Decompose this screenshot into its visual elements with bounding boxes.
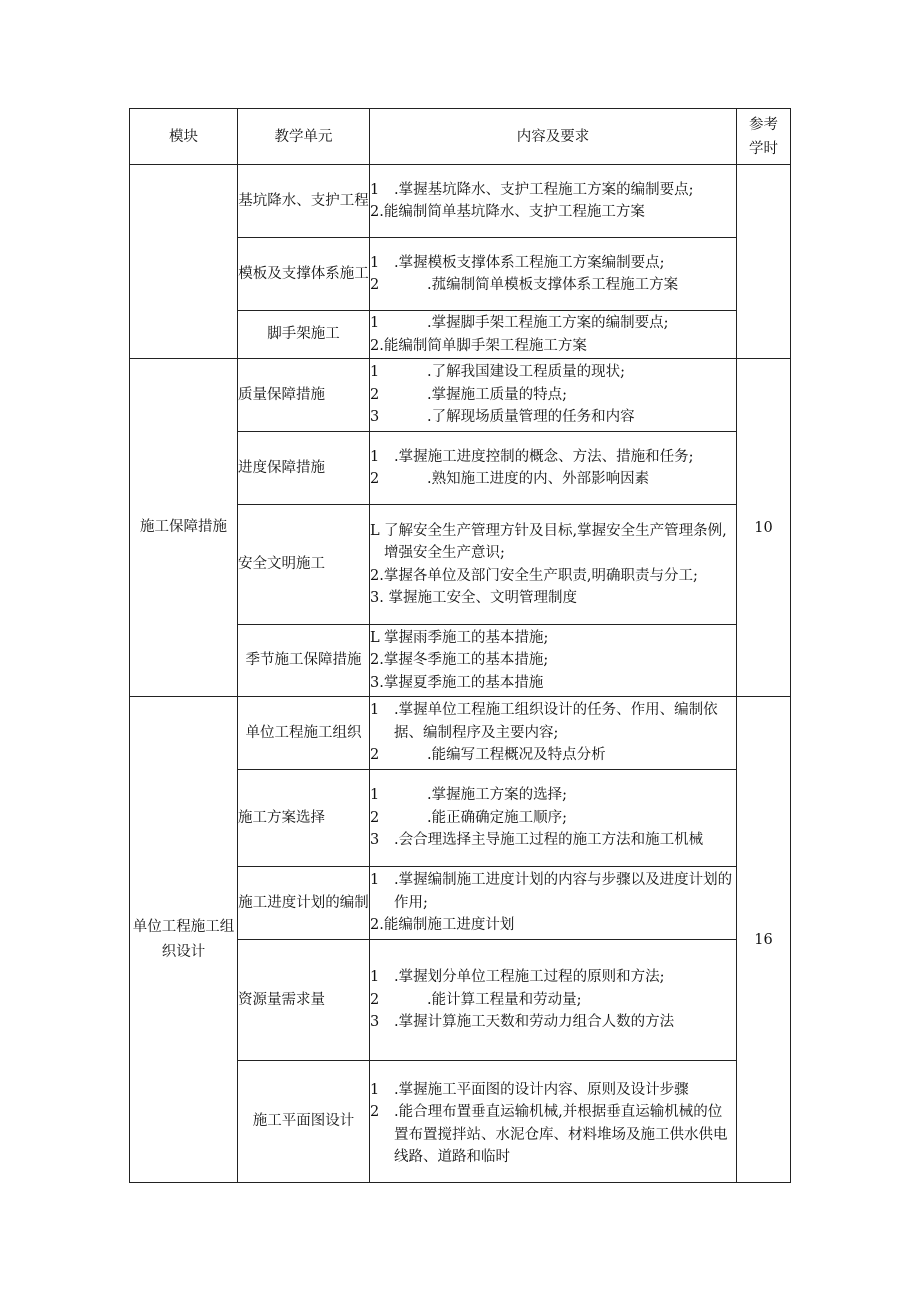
list-item [370,966,736,989]
content-cell [370,238,737,311]
item-text: .掌握冬季施工的基本措施; [379,652,549,669]
list-item [370,1011,736,1034]
unit-cell: 施工方案选择 [238,770,370,867]
content-cell [370,867,737,940]
unit-cell: 进度保障措施 [238,432,370,505]
content-cell [370,311,737,359]
item-number: 1 [370,969,380,986]
list-item [370,179,736,202]
header-row [130,109,791,165]
list-item [370,699,736,744]
item-number: L [370,629,380,646]
syllabus-table [129,108,791,1183]
content-cell [370,1061,737,1183]
table-row [130,697,791,770]
item-number: 2 [370,747,380,764]
item-text: .掌握施工进度控制的概念、方法、措施和任务; [394,448,694,465]
item-number: 2 [370,1104,380,1120]
header-unit: 教学单元 [238,109,370,165]
list-item [370,520,736,565]
item-text: .掌握施工质量的特点; [427,386,567,403]
list-item [370,446,736,469]
module-cell: 单位工程施工组织设计 [130,697,238,1183]
item-number: 3 [370,409,380,426]
item-text: .掌握施工平面图的设计内容、原则及设计步骤 [394,1081,689,1098]
item-number: 3 [370,1014,380,1031]
item-number: 1 [370,1081,380,1098]
item-text: .掌握夏季施工的基本措施 [379,674,544,691]
item-number: 2 [370,809,380,826]
item-text: .了解现场质量管理的任务和内容 [427,409,635,426]
item-text: .掌握基坑降水、支护工程施工方案的编制要点; [394,181,694,198]
item-number: 2 [370,204,380,220]
content-cell [370,697,737,770]
item-text: .能正确确定施工顺序; [427,809,567,826]
list-item [370,335,736,358]
unit-cell: 基坑降水、支护工程 [238,165,370,238]
list-item [370,914,736,937]
unit-cell: 安全文明施工 [238,505,370,625]
item-text: 掌握雨季施工的基本措施; [384,629,549,646]
list-item [370,627,736,650]
list-item [370,565,736,588]
hours-cell: 10 [737,359,791,697]
item-number: 2 [370,277,380,293]
item-number: 1 [370,448,380,465]
item-text: .能编制简单基坑降水、支护工程施工方案 [379,204,645,220]
item-number: 2 [370,471,380,487]
item-number: 2 [370,337,380,354]
item-text: .掌握单位工程施工组织设计的任务、作用、编制依据、编制程序及主要内容; [394,702,718,741]
list-item [370,989,736,1012]
list-item [370,807,736,830]
list-item [370,384,736,407]
content-cell [370,505,737,625]
item-number: 1 [370,315,380,331]
unit-cell: 施工平面图设计 [238,1061,370,1183]
item-number: L [370,522,380,539]
list-item [370,468,736,491]
list-item [370,587,736,610]
header-content: 内容及要求 [370,109,737,165]
hours-cell: 16 [737,697,791,1183]
item-text: .掌握施工方案的选择; [427,787,567,804]
item-text: . 掌握施工安全、文明管理制度 [379,590,577,606]
module-cell: 施工保障措施 [130,359,238,697]
list-item [370,744,736,767]
unit-cell: 施工进度计划的编制 [238,867,370,940]
list-item [370,361,736,384]
unit-cell: 资源量需求量 [238,940,370,1061]
list-item [370,784,736,807]
list-item [370,312,736,335]
unit-cell: 质量保障措施 [238,359,370,432]
item-text: .掌握模板支撑体系工程施工方案编制要点; [394,254,665,271]
item-text: .能计算工程量和劳动量; [427,991,582,1008]
unit-cell: 模板及支撑体系施工 [238,238,370,311]
item-number: 2 [370,386,380,403]
item-number: 1 [370,872,380,889]
content-cell [370,359,737,432]
item-number: 2 [370,991,380,1008]
item-number: 1 [370,702,380,719]
content-cell [370,770,737,867]
header-module: 模块 [130,109,238,165]
list-item [370,406,736,429]
item-text: .能编写工程概况及特点分析 [427,747,606,764]
list-item [370,649,736,672]
table-row [130,165,791,238]
module-cell [130,165,238,359]
item-number: 1 [370,364,380,381]
item-text: .掌握编制施工进度计划的内容与步骤以及进度计划的作用; [394,872,733,911]
item-text: 了解安全生产管理方针及目标,掌握安全生产管理条例,增强安全生产意识; [384,522,727,561]
header-hours: 参考学时 [737,109,791,165]
item-number: 3 [370,832,380,849]
unit-cell: 脚手架施工 [238,311,370,359]
item-number: 3 [370,674,380,691]
item-text: .菰编制简单模板支撑体系工程施工方案 [427,277,679,293]
item-text: .掌握各单位及部门安全生产职责,明确职责与分工; [379,567,698,584]
item-text: .熟知施工进度的内、外部影响因素 [427,471,650,487]
item-number: 1 [370,787,380,804]
content-cell [370,625,737,697]
item-text: .会合理选择主导施工过程的施工方法和施工机械 [394,832,704,849]
list-item [370,1079,736,1102]
item-text: .掌握脚手架工程施工方案的编制要点; [427,315,669,331]
list-item [370,201,736,224]
list-item [370,252,736,275]
unit-cell: 单位工程施工组织 [238,697,370,770]
item-text: .能编制简单脚手架工程施工方案 [379,337,587,354]
item-number: 1 [370,181,380,198]
item-text: .掌握划分单位工程施工过程的原则和方法; [394,969,665,986]
list-item [370,274,736,297]
list-item [370,672,736,695]
unit-cell: 季节施工保障措施 [238,625,370,697]
item-number: 1 [370,254,380,271]
item-text: .能合理布置垂直运输机械,并根据垂直运输机械的位置布置搅拌站、水泥仓库、材料堆场及施工供水供电线路、道路和临时 [394,1104,728,1165]
content-cell [370,165,737,238]
table-row [130,359,791,432]
list-item [370,829,736,852]
item-text: .能编制施工进度计划 [379,917,515,934]
hours-cell [737,165,791,359]
item-number: 2 [370,652,380,669]
item-text: .了解我国建设工程质量的现状; [427,364,625,381]
item-number: 2 [370,917,380,934]
content-cell [370,432,737,505]
content-cell [370,940,737,1061]
item-text: .掌握计算施工天数和劳动力组合人数的方法 [394,1014,675,1031]
item-number: 2 [370,567,380,584]
list-item [370,869,736,914]
list-item [370,1101,736,1169]
item-number: 3 [370,590,380,606]
